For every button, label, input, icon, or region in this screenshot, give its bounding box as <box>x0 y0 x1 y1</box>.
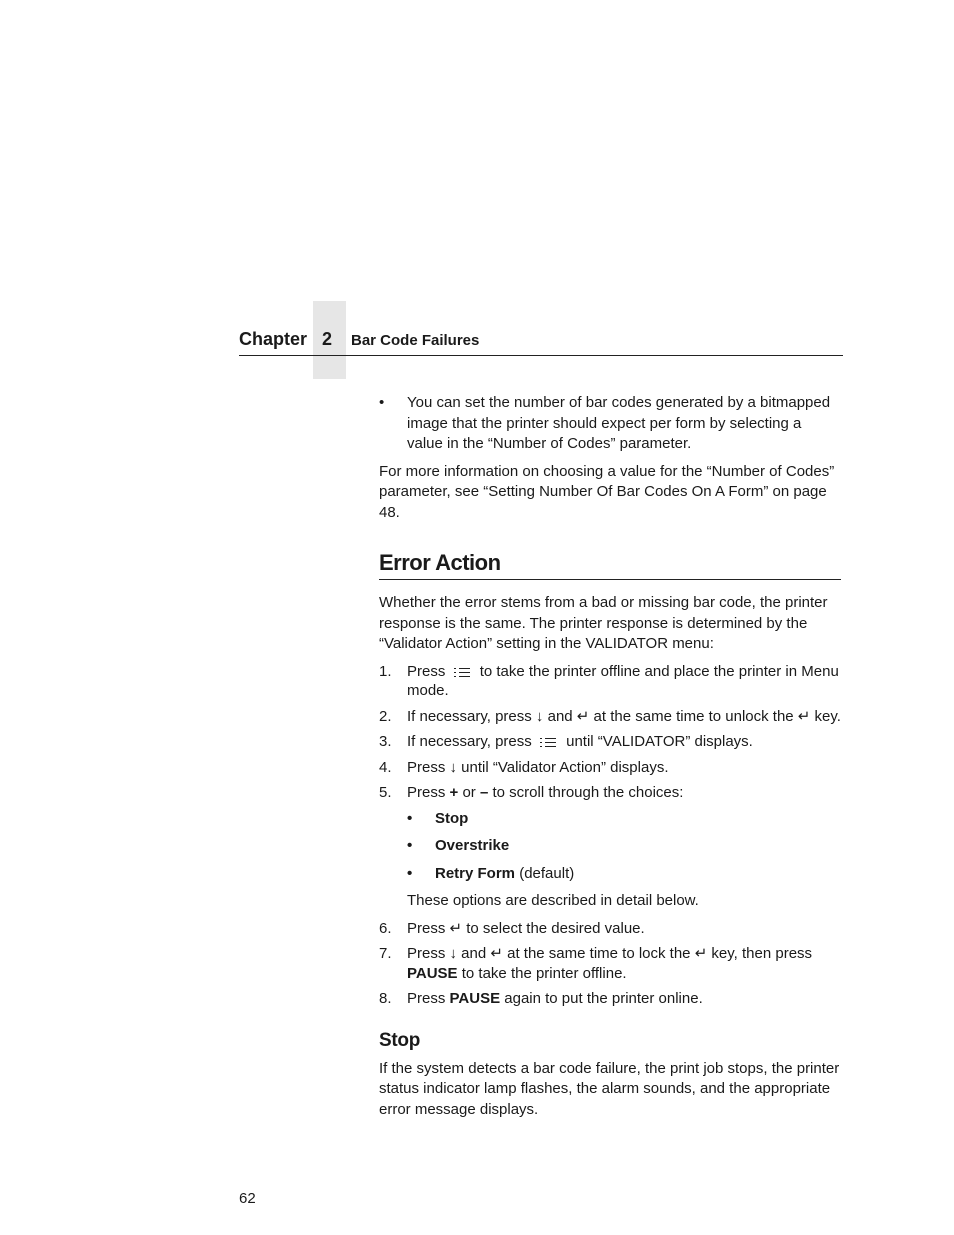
choice-overstrike <box>379 836 841 857</box>
choice-stop <box>379 809 841 830</box>
intro-bullet <box>379 393 841 455</box>
choice-label: Retry Form <box>435 864 516 882</box>
pause-key: PAUSE <box>449 990 501 1007</box>
plus-key: + <box>449 784 459 801</box>
step-text: until “VALIDATOR” displays. <box>566 733 753 750</box>
step-number: 6. <box>379 919 392 937</box>
step-2 <box>379 707 841 727</box>
bullet-dot: • <box>407 809 413 827</box>
step-8 <box>379 989 841 1009</box>
step-text: If necessary, press <box>407 733 532 750</box>
bullet-dot: • <box>407 837 413 854</box>
step-text: again to put the printer online. <box>504 990 703 1007</box>
step-number: 4. <box>379 758 392 776</box>
choice-label: Overstrike <box>435 837 510 854</box>
step-text: If necessary, press ↓ and ↵ at the same time to unlock the ↵ key. <box>407 707 841 725</box>
section-rule <box>379 579 841 580</box>
step-6 <box>379 919 841 939</box>
step-text: Press <box>407 784 446 801</box>
step-7 <box>379 944 841 983</box>
chapter-label: Chapter <box>239 329 308 349</box>
step-text: Press ↓ until “Validator Action” displays. <box>407 758 669 776</box>
choices-note: These options are described in detail below. <box>407 892 699 909</box>
step-5 <box>379 783 841 803</box>
choice-default-note: (default) <box>519 864 575 882</box>
error-action-paragraph: Whether the error stems from a bad or missing bar code, the printer response is the same. The printer response is determined by the “Validator Action” setting in the VALIDATOR menu: <box>379 594 828 652</box>
stop-paragraph: If the system detects a bar code failure, the print job stops, the printer status indicator lamp flashes, the alarm sounds, and the appropriate error message displays. <box>379 1059 840 1118</box>
step-text: to scroll through the choices: <box>492 784 684 801</box>
step-1 <box>379 662 841 701</box>
step-text: or <box>462 784 476 801</box>
intro-bullet-text: You can set the number of bar codes generated by a bitmapped image that the printer should expect per form by selecting a value in the “Number of Codes” parameter. <box>407 394 831 452</box>
step-text: Press <box>407 662 446 680</box>
section-heading-stop: Stop <box>379 1029 421 1051</box>
chapter-number: 2 <box>322 329 333 349</box>
page-content <box>379 393 841 1127</box>
choice-label: Stop <box>435 809 469 827</box>
menu-key-icon <box>454 666 472 678</box>
step-text: Press ↓ and ↵ at the same time to lock the ↵ key, then press <box>407 945 813 962</box>
pause-key: PAUSE <box>407 964 458 982</box>
bullet-dot: • <box>407 864 413 882</box>
step-number: 1. <box>379 662 392 680</box>
menu-key-icon <box>540 736 558 748</box>
step-text: to take the printer offline. <box>461 964 627 982</box>
chapter-title: Bar Code Failures <box>351 332 480 349</box>
choice-retry-form <box>379 864 841 885</box>
step-text: Press <box>407 990 446 1007</box>
step-3 <box>379 732 841 752</box>
step-number: 7. <box>379 945 392 962</box>
intro-paragraph: For more information on choosing a value for the “Number of Codes” parameter, see “Setting Number Of Bar Codes On A Form” on page 48. <box>379 462 835 521</box>
minus-key: – <box>479 784 489 801</box>
page-number: 62 <box>239 1190 256 1207</box>
step-number: 8. <box>379 990 392 1007</box>
step-text: Press ↵ to select the desired value. <box>407 919 645 937</box>
step-text: to take the printer offline and place the printer in Menu mode. <box>407 662 839 699</box>
bullet-dot: • <box>379 394 385 411</box>
step-number: 2. <box>379 707 392 725</box>
step-number: 5. <box>379 784 392 801</box>
section-heading-error-action: Error Action <box>379 550 501 575</box>
step-number: 3. <box>379 733 392 750</box>
step-4 <box>379 758 841 778</box>
header-rule <box>239 355 843 356</box>
